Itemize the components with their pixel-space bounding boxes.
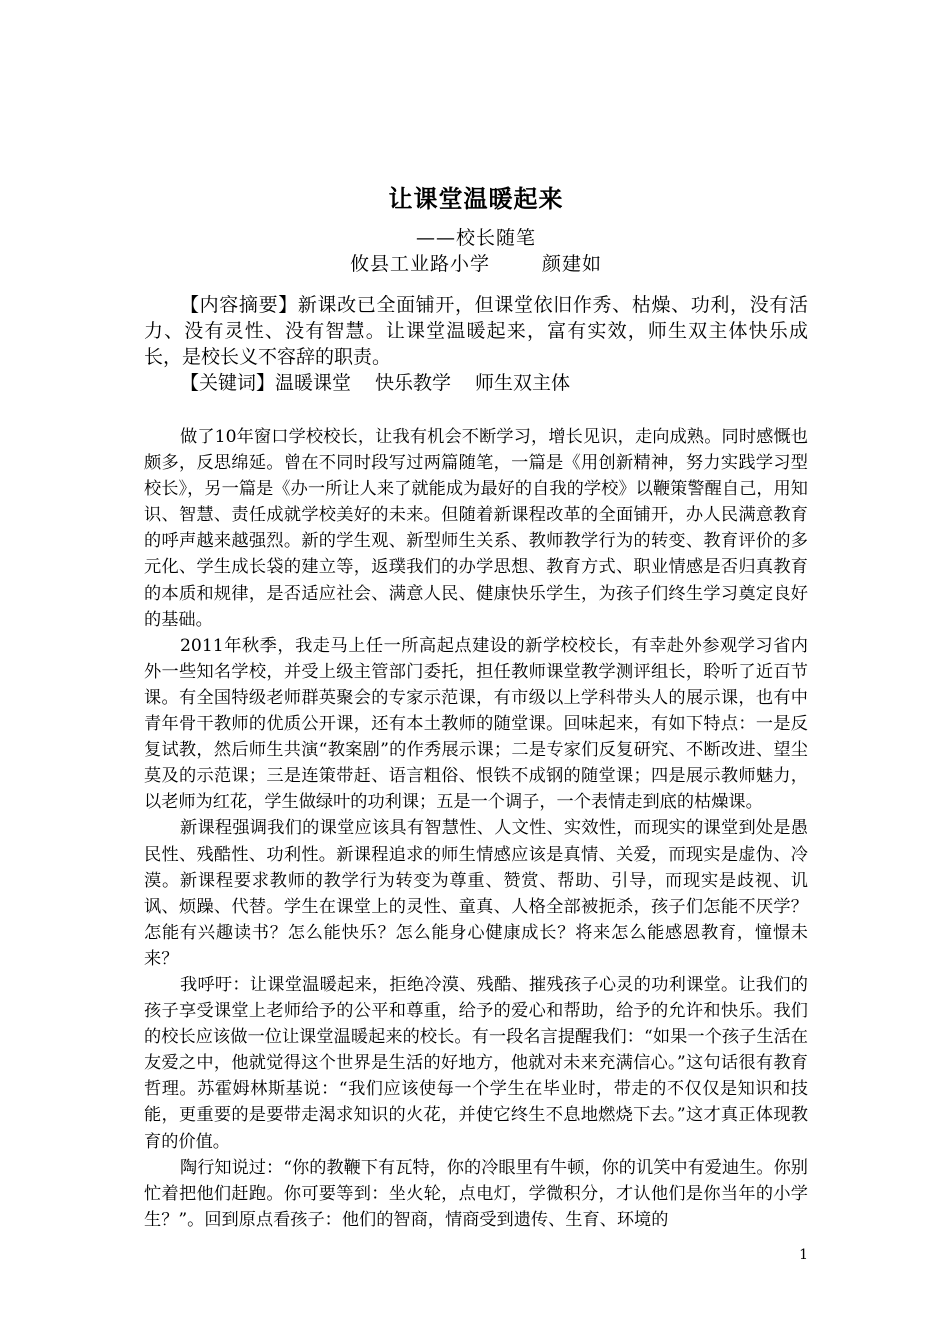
keyword: 温暖课堂: [275, 372, 352, 394]
document-title: 让课堂温暖起来: [388, 185, 564, 213]
document-page: [144, 0, 808, 1344]
keywords-label: 【关键词】: [180, 372, 276, 394]
page-number: 1: [799, 1247, 808, 1263]
paragraph: 做了10年窗口学校校长，让我有机会不断学习，增长见识，走向成熟。同时感慨也颇多，反思绵延。曾在不同时段写过两篇随笔，一篇是《用创新精神，努力实践学习型校长》，另一篇是《办一所让人来了就能成为最好的自我的学校》以鞭策警醒自己，用知识、智慧、责任成就学校美好的未来。但随着新课程改革的全面铺开，办人民满意教育的呼声越来越强烈。新的学生观、新型师生关系、教师教学行为的转变、教育评价的多元化、学生成长袋的建立等，返璞我们的办学思想、教育方式、职业情感是否归真教育的本质和规律，是否适应社会、满意人民、健康快乐学生，为孩子们终生学习奠定良好的基础。: [144, 427, 808, 630]
paragraph: 我呼吁：让课堂温暖起来，拒绝冷漠、残酷、摧残孩子心灵的功利课堂。让我们的孩子享受课堂上老师给予的公平和尊重，给予的爱心和帮助，给予的允许和快乐。我们的校长应该做一位让课堂温暖起来的校长。有一段名言提醒我们：“如果一个孩子生活在友爱之中，他就觉得这个世界是生活的好地方，他就对未来充满信心。”这句话很有教育哲理。苏霍姆林斯基说：“我们应该使每一个学生在毕业时，带走的不仅仅是知识和技能，更重要的是要带走渴求知识的火花，并使它终生不息地燃烧下去。”这才真正体现教育的价值。: [144, 974, 808, 1152]
keyword: 师生双主体: [475, 372, 571, 394]
keyword: 快乐教学: [375, 372, 452, 394]
author-name: 颜建如: [542, 253, 603, 275]
keywords-line: [180, 370, 808, 396]
school-name: 攸县工业路小学: [349, 253, 490, 275]
paragraph: 新课程强调我们的课堂应该具有智慧性、人文性、实效性，而现实的课堂到处是愚民性、残酷性、功利性。新课程追求的师生情感应该是真情、关爱，而现实是虚伪、冷漠。新课程要求教师的教学行为转变为尊重、赞赏、帮助、引导，而现实是歧视、讥讽、烦躁、代替。学生在课堂上的灵性、童真、人格全部被扼杀，孩子们怎能不厌学？怎能有兴趣读书？怎么能快乐？怎么能身心健康成长？将来怎么能感恩教育，憧憬未来？: [144, 818, 808, 969]
paragraph: 陶行知说过：“你的教鞭下有瓦特，你的冷眼里有牛顿，你的讥笑中有爱迪生。你别忙着把他们赶跑。你可要等到：坐火轮，点电灯，学微积分，才认他们是你当年的小学生？”。回到原点看孩子：他们的智商，情商受到遗传、生育、环境的: [144, 1157, 808, 1230]
author-line: [144, 251, 808, 277]
document-subtitle: ——校长随笔: [415, 227, 536, 249]
abstract: 【内容摘要】新课改已全面铺开，但课堂依旧作秀、枯燥、功利，没有活力、没有灵性、没有智慧。让课堂温暖起来，富有实效，师生双主体快乐成长，是校长义不容辞的职责。: [144, 294, 808, 368]
paragraph: 2011年秋季，我走马上任一所高起点建设的新学校校长，有幸赴外参观学习省内外一些知名学校，并受上级主管部门委托，担任教师课堂教学测评组长，聆听了近百节课。有全国特级老师群英聚会的专家示范课，有市级以上学科带头人的展示课，也有中青年骨干教师的优质公开课，还有本土教师的随堂课。回味起来，有如下特点：一是反复试教，然后师生共演“教案剧”的作秀展示课；二是专家们反复研究、不断改进、望尘莫及的示范课；三是连策带赶、语言粗俗、恨铁不成钢的随堂课；四是展示教师魅力，以老师为红花，学生做绿叶的功利课；五是一个调子，一个表情走到底的枯燥课。: [144, 635, 808, 813]
body-text: [144, 424, 808, 1233]
